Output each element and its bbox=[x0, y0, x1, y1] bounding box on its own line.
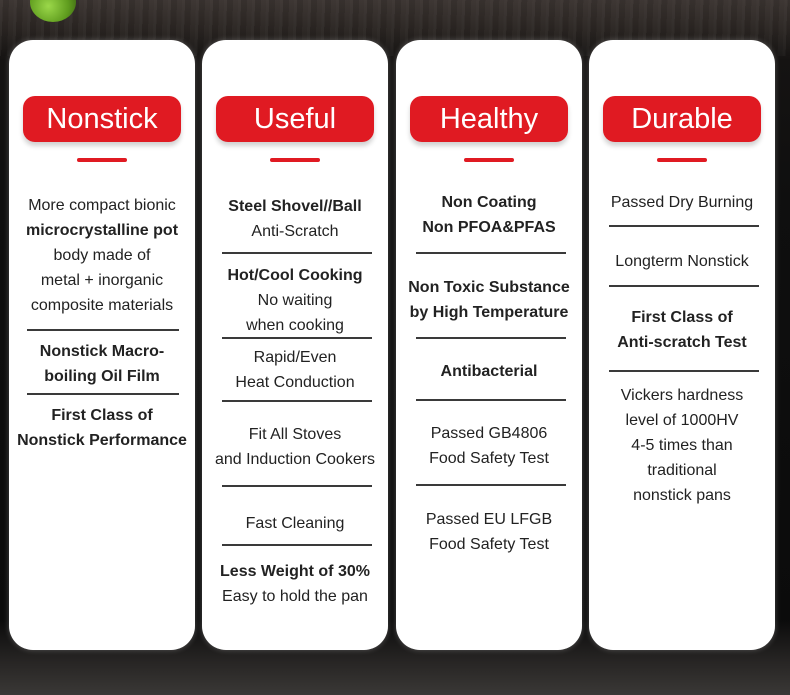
feature-line: Non PFOA&PFAS bbox=[422, 219, 556, 236]
feature-line: Vickers hardness bbox=[620, 387, 744, 404]
feature-line: boiling Oil Film bbox=[44, 368, 160, 385]
divider bbox=[416, 337, 566, 339]
card-title-pill: Useful bbox=[216, 96, 374, 142]
divider bbox=[222, 544, 372, 546]
feature-line: Fit All Stoves bbox=[248, 426, 342, 443]
feature-item bbox=[589, 383, 775, 508]
feature-item bbox=[202, 422, 388, 472]
feature-line: More compact bionic bbox=[28, 197, 176, 214]
feature-line: Rapid/Even bbox=[253, 349, 337, 366]
feature-line: metal + inorganic bbox=[40, 272, 164, 289]
feature-line: nonstick pans bbox=[633, 487, 731, 504]
feature-line: Anti-Scratch bbox=[251, 223, 339, 240]
card-title-pill: Durable bbox=[603, 96, 761, 142]
feature-line: Fast Cleaning bbox=[245, 515, 345, 532]
divider bbox=[27, 329, 179, 331]
divider bbox=[416, 484, 566, 486]
feature-item bbox=[396, 359, 582, 384]
feature-line: microcrystalline pot bbox=[25, 222, 179, 239]
divider bbox=[222, 400, 372, 402]
card-healthy bbox=[396, 40, 582, 650]
feature-line: First Class of bbox=[631, 309, 733, 326]
feature-line: Food Safety Test bbox=[429, 450, 549, 467]
feature-line: Antibacterial bbox=[440, 363, 538, 380]
divider bbox=[609, 225, 759, 227]
feature-line: No waiting bbox=[257, 292, 333, 309]
feature-line: level of 1000HV bbox=[625, 412, 739, 429]
feature-line: Steel Shovel//Ball bbox=[228, 198, 362, 215]
feature-line: by High Temperature bbox=[409, 304, 569, 321]
divider bbox=[222, 485, 372, 487]
title-underline bbox=[77, 158, 127, 162]
divider bbox=[416, 252, 566, 254]
feature-item bbox=[9, 193, 195, 318]
feature-line: Non Coating bbox=[441, 194, 537, 211]
feature-line: First Class of bbox=[51, 407, 153, 424]
card-useful bbox=[202, 40, 388, 650]
feature-line: 4-5 times than bbox=[631, 437, 733, 454]
feature-item bbox=[9, 403, 195, 453]
feature-line: Less Weight of 30% bbox=[220, 563, 370, 580]
title-underline bbox=[270, 158, 320, 162]
feature-line: when cooking bbox=[246, 317, 344, 334]
feature-item bbox=[202, 263, 388, 338]
feature-line: Food Safety Test bbox=[429, 536, 549, 553]
title-underline bbox=[657, 158, 707, 162]
feature-line: Nonstick Performance bbox=[17, 432, 187, 449]
feature-line: composite materials bbox=[30, 297, 174, 314]
feature-line: Hot/Cool Cooking bbox=[227, 267, 363, 284]
feature-item bbox=[202, 511, 388, 536]
feature-item bbox=[202, 345, 388, 395]
feature-item bbox=[589, 305, 775, 355]
feature-item bbox=[9, 339, 195, 389]
feature-line: Passed Dry Burning bbox=[610, 194, 754, 211]
feature-item bbox=[396, 190, 582, 240]
divider bbox=[609, 285, 759, 287]
feature-line: Passed GB4806 bbox=[430, 425, 548, 442]
divider bbox=[222, 252, 372, 254]
card-title-pill: Healthy bbox=[410, 96, 568, 142]
feature-item bbox=[589, 249, 775, 274]
feature-line: body made of bbox=[53, 247, 151, 264]
card-durable bbox=[589, 40, 775, 650]
feature-item bbox=[589, 190, 775, 215]
feature-line: traditional bbox=[647, 462, 717, 479]
feature-line: Nonstick Macro- bbox=[39, 343, 165, 360]
feature-line: Non Toxic Substance bbox=[408, 279, 570, 296]
feature-item bbox=[396, 275, 582, 325]
feature-item bbox=[202, 194, 388, 244]
feature-item bbox=[202, 559, 388, 609]
feature-line: and Induction Cookers bbox=[214, 451, 376, 468]
feature-line: Passed EU LFGB bbox=[425, 511, 553, 528]
feature-item bbox=[396, 507, 582, 557]
feature-line: Anti-scratch Test bbox=[617, 334, 747, 351]
divider bbox=[416, 399, 566, 401]
divider bbox=[27, 393, 179, 395]
feature-line: Longterm Nonstick bbox=[615, 253, 749, 270]
card-title-pill: Nonstick bbox=[23, 96, 181, 142]
title-underline bbox=[464, 158, 514, 162]
feature-item bbox=[396, 421, 582, 471]
card-nonstick bbox=[9, 40, 195, 650]
divider bbox=[222, 337, 372, 339]
feature-line: Heat Conduction bbox=[235, 374, 355, 391]
feature-line: Easy to hold the pan bbox=[222, 588, 368, 605]
divider bbox=[609, 370, 759, 372]
